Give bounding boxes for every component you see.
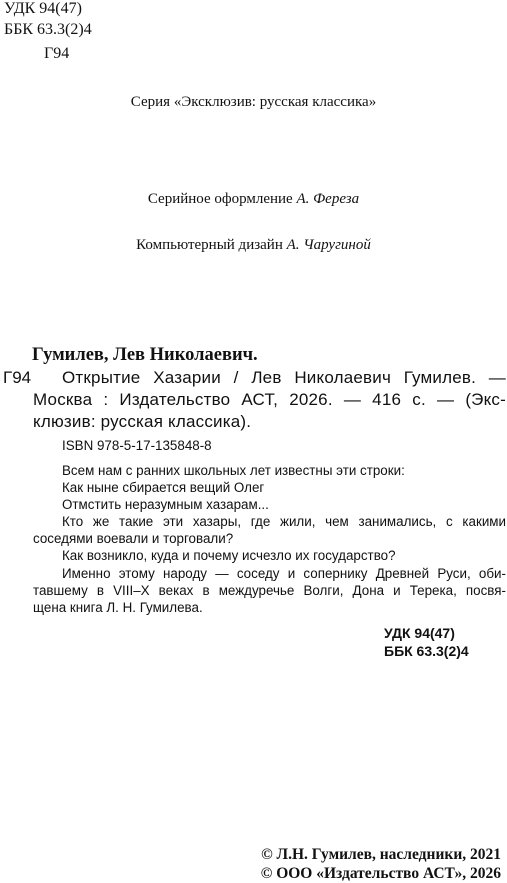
annotation-line: Отмстить неразумным хазарам...	[62, 497, 269, 512]
bib-author-heading: Гумилев, Лев Николаевич.	[32, 345, 258, 365]
footer-bbk-code: ББК 63.3(2)4	[384, 643, 469, 659]
series-design-label: Серийное оформление	[147, 191, 293, 207]
copyright-author: © Л.Н. Гумилев, наследники, 2021	[261, 846, 501, 863]
annotation-line: Как возникло, куда и почему исчезло их государство?	[62, 548, 396, 563]
annotation-line: Как ныне сбирается вещий Олег	[62, 480, 265, 495]
bib-line: Москва : Издательство АСТ, 2026. — 416 с. — (Экс-	[33, 390, 506, 409]
annotation-line: Именно этому народу — соседу и сопернику Древней Руси, оби-	[62, 566, 506, 581]
annotation-line: Кто же такие эти хазары, где жили, чем занимались, с какими	[62, 514, 506, 529]
bib-line: Открытие Хазарии / Лев Николаевич Гумилев. —	[62, 368, 506, 387]
isbn: ISBN 978-5-17-135848-8	[62, 438, 212, 453]
annotation-line: тавшему в VIII–X веках в междуречье Волги, Дона и Терека, посвя-	[33, 583, 506, 598]
computer-design-name: А. Чаругиной	[286, 237, 371, 253]
author-mark: Г94	[44, 45, 70, 62]
annotation-line: Всем нам с ранних школьных лет известны эти строки:	[62, 463, 405, 478]
bib-author-mark: Г94	[3, 368, 32, 387]
annotation-line: щена книга Л. Н. Гумилева.	[33, 600, 203, 615]
bib-line: клюзив: русская классика).	[33, 412, 252, 431]
footer-udk-code: УДК 94(47)	[384, 625, 455, 641]
series-design-credit	[0, 190, 507, 208]
udk-code: УДК 94(47)	[4, 0, 82, 17]
series-title: Серия «Эксклюзив: русская классика»	[130, 94, 377, 110]
series-design-name: А. Фереза	[296, 191, 360, 207]
computer-design-credit	[0, 236, 507, 254]
copyright-publisher: © ООО «Издательство АСТ», 2026	[260, 865, 501, 882]
annotation-line: соседями воевали и торговали?	[33, 531, 234, 546]
computer-design-label: Компьютерный дизайн	[136, 237, 283, 253]
bbk-code: ББК 63.3(2)4	[4, 21, 92, 38]
